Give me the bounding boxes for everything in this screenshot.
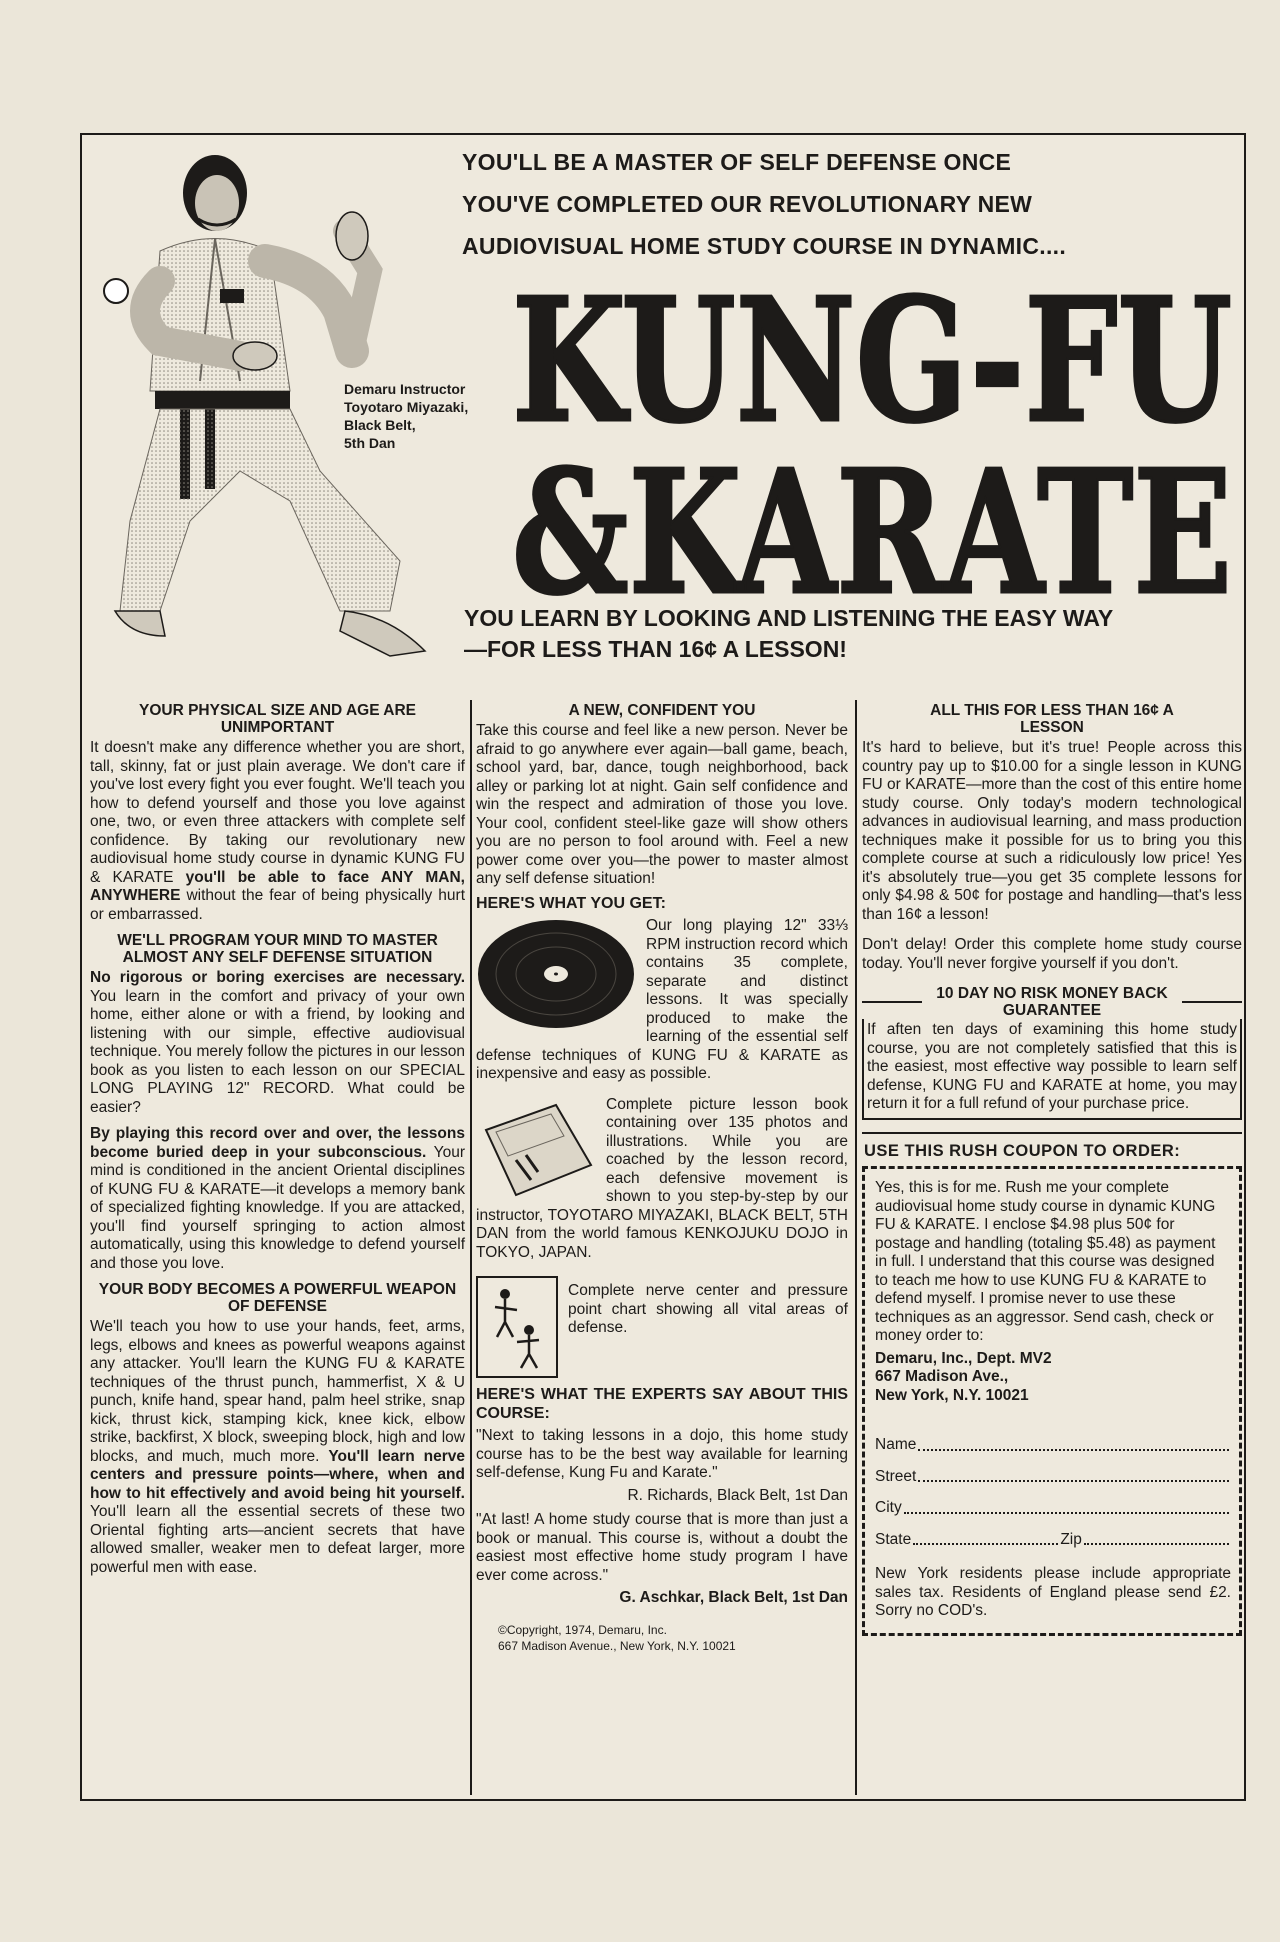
caption-line: Black Belt, <box>344 417 416 433</box>
zip-input-line[interactable] <box>1084 1543 1229 1545</box>
headline <box>462 141 1242 267</box>
testimonial: "At last! A home study course that is more than just a book or manual. This course is, without a doubt the easiest most effective home study program I have ever come across." <box>476 1511 848 1584</box>
caption-line: 5th Dan <box>344 435 396 451</box>
state-label: State <box>875 1530 912 1548</box>
city-input-line[interactable] <box>904 1512 1229 1514</box>
title-line-2: &KARATE <box>512 433 1232 600</box>
testimonial-author: R. Richards, Black Belt, 1st Dan <box>627 1486 848 1504</box>
body-paragraph: It's hard to believe, but it's true! People across this country pay up to $10.00 for a single lesson in KUNG FU or KARATE—more than the cost of this entire home study course. Only today's modern technological advances in audiovisual learning, and mass production techniques make it possible for us to bring you this complete course at such a ridiculously low price! Yes it's absolutely true—you get 35 complete lessons for only $4.98 & 50¢ for postage and handling—that's less than 16¢ a lesson! <box>862 739 1242 923</box>
testimonial: "Next to taking lessons in a dojo, this home study course has to be the best way available for learning self-defense, Kung Fu and Karate." <box>476 1427 848 1481</box>
section-title: YOUR BODY BECOMES A POWERFUL WEAPON OF DEFENSE <box>98 1281 457 1315</box>
state-input-line[interactable] <box>913 1543 1058 1545</box>
record-item <box>476 917 848 1088</box>
section-title: A NEW, CONFIDENT YOU <box>568 702 756 719</box>
pressure-chart-icon <box>476 1276 558 1378</box>
street-label: Street <box>875 1467 917 1485</box>
copyright-address: 667 Madison Avenue., New York, N.Y. 10021 <box>498 1638 736 1653</box>
section-title: WE'LL PROGRAM YOUR MIND TO MASTER ALMOST ANY SELF DEFENSE SITUATION <box>117 932 438 966</box>
guarantee-box <box>862 1019 1242 1120</box>
body-paragraph: Take this course and feel like a new person. Never be afraid to go anywhere ever again—ball game, beach, school yard, bar, dance, tough neighborhood, back alley or parking lot at night. Gain self confidence and win the respect and admiration of those you love. Your cool, confident steel-like gaze will show others you are no person to fool around with. Feel a new power come over you—the power to master almost any self defense situation! <box>476 722 848 887</box>
column-divider <box>470 700 472 1795</box>
record-description: Our long playing 12" 33⅓ RPM instruction record which contains 35 complete, separate and distinct lessons. It was specially produced to make the learning of the essential self defense techniques of KUNG FU & KARATE as inexpensive and easy as possible. <box>476 917 848 1082</box>
caption-line: Demaru Instructor <box>344 381 466 397</box>
book-description: Complete picture lesson book containing over 135 photos and illustrations. While you are coached by the lesson record, each defensive movement is shown to you step-by-step by our instructor, TOYOTARO MIYAZAKI, BLACK BELT, 5TH DAN from the world famous KENKOJUKU DOJO in TOKYO, JAPAN. <box>476 1095 848 1261</box>
street-input-line[interactable] <box>918 1480 1229 1482</box>
chart-description: Complete nerve center and pressure point chart showing all vital areas of defense. <box>568 1282 848 1336</box>
ad-frame <box>80 133 1246 1801</box>
city-label: City <box>875 1499 902 1516</box>
section-title: HERE'S WHAT YOU GET: <box>476 894 666 912</box>
rule <box>862 1001 922 1003</box>
tax-note: New York residents please include appropriate sales tax. Residents of England please send £2. Sorry no COD's. <box>875 1565 1231 1619</box>
mail-address <box>875 1350 1231 1406</box>
coupon-text: Yes, this is for me. Rush me your complete audiovisual home study course in dynamic KUNG FU & KARATE. I enclose $4.98 plus 50¢ for postage and handling (totaling $5.48) as payment in full. I understand that this course was designed to teach me how to use KUNG FU & KARATE to defend myself. I promise never to use these techniques as an aggressor. Send cash, check or money order to: <box>875 1179 1216 1344</box>
state-zip-field[interactable] <box>875 1531 1231 1550</box>
body-paragraph: Don't delay! Order this complete home study course today. You'll never forgive yourself if you don't. <box>862 936 1242 972</box>
headline-line: YOU'LL BE A MASTER OF SELF DEFENSE ONCE <box>462 149 1012 175</box>
testimonial-author: G. Aschkar, Black Belt, 1st Dan <box>619 1589 848 1606</box>
column-middle <box>476 700 848 1795</box>
name-field[interactable] <box>875 1436 1231 1455</box>
headline-line: AUDIOVISUAL HOME STUDY COURSE IN DYNAMIC.... <box>462 233 1067 259</box>
body-paragraph: We'll teach you how to use your hands, feet, arms, legs, elbows and knees as powerful weapons against any attacker. You'll learn the KUNG FU & KARATE techniques of the thrust punch, hammerfist, X & U punch, knife hand, spear hand, palm heel strike, snap kick, thrust kick, stamping kick, knee kick, elbow strike, backfirst, X block, sweeping block, high and low blocks, and much, much more. You'll learn nerve centers and pressure points—where, when and how to hit effectively and avoid being hit yourself. You'll learn all the essential secrets of these two Oriental fighting arts—ancient secrets that have allowed smaller, weaker men to defeat larger, more powerful men with ease. <box>90 1318 465 1576</box>
column-right <box>862 700 1242 1795</box>
caption-line: Toyotaro Miyazaki, <box>344 399 469 415</box>
subhead <box>464 603 1244 665</box>
body-paragraph: No rigorous or boring exercises are necessary. You learn in the comfort and privacy of your own home, either alone or with a friend, by looking and listening with our simple, effective audiovisual technique. You merely follow the pictures in our lesson book as you listen to each lesson on our SPECIAL LONG PLAYING 12" RECORD. What could be easier? <box>90 969 465 1116</box>
book-item <box>476 1096 848 1267</box>
copyright-notice <box>476 1622 848 1654</box>
section-title: YOUR PHYSICAL SIZE AND AGE ARE UNIMPORTANT <box>138 702 417 736</box>
street-field[interactable] <box>875 1468 1231 1487</box>
record-icon <box>476 917 636 1031</box>
name-input-line[interactable] <box>918 1449 1229 1451</box>
rule <box>1182 1001 1242 1003</box>
coupon-heading: USE THIS RUSH COUPON TO ORDER: <box>862 1132 1242 1167</box>
address-line: 667 Madison Ave., <box>875 1368 1009 1385</box>
section-title: ALL THIS FOR LESS THAN 16¢ A LESSON <box>930 702 1174 736</box>
instructor-caption <box>344 380 524 452</box>
copyright-line: ©Copyright, 1974, Demaru, Inc. <box>498 1622 667 1637</box>
chart-item <box>476 1274 848 1378</box>
body-paragraph: It doesn't make any difference whether you are short, tall, skinny, fat or just plain average. We don't care if you've lost every fight you ever fought. We'll teach you how to defend yourself and those you love against one, two, or even three attackers with complete self confidence. By taking our revolutionary new audiovisual home study course in dynamic KUNG FU & KARATE you'll be able to face ANY MAN, ANYWHERE without the fear of being physically hurt or embarrassed. <box>90 739 465 923</box>
lesson-book-icon <box>476 1100 596 1200</box>
subhead-line: YOU LEARN BY LOOKING AND LISTENING THE EASY WAY <box>464 605 1114 631</box>
guarantee-text: If aften ten days of examining this home study course, you are not completely satisfied that this is the easiest, most effective way possible to learn self defense, KUNG FU and KARATE at home, you may return it for a full refund of your purchase price. <box>867 1021 1237 1112</box>
column-divider <box>855 700 857 1795</box>
hero <box>82 135 1248 692</box>
name-label: Name <box>875 1436 917 1453</box>
section-title: HERE'S WHAT THE EXPERTS SAY ABOUT THIS COURSE: <box>476 1386 848 1422</box>
subhead-line: —FOR LESS THAN 16¢ A LESSON! <box>464 636 847 662</box>
zip-label: Zip <box>1060 1530 1082 1548</box>
guarantee-title-text: 10 DAY NO RISK MONEY BACK GUARANTEE <box>936 985 1168 1019</box>
body-paragraph: By playing this record over and over, the lessons become buried deep in your subconscious. Your mind is conditioned in the ancient Oriental disciplines of KUNG FU & KARATE—it develops a memory bank of specialized fighting knowledge. If you are attacked, you'll find yourself springing to action almost automatically, using this knowledge to defend yourself and those you love. <box>90 1125 465 1272</box>
kung-fu-karate-title <box>512 270 1242 600</box>
order-coupon[interactable] <box>862 1166 1242 1636</box>
guarantee-title <box>862 985 1242 1019</box>
address-line: Demaru, Inc., Dept. MV2 <box>875 1349 1052 1367</box>
column-left <box>90 700 465 1795</box>
city-field[interactable] <box>875 1499 1231 1518</box>
address-line: New York, N.Y. 10021 <box>875 1386 1029 1404</box>
title-line-1: KUNG-FU <box>512 270 1232 461</box>
headline-line: YOU'VE COMPLETED OUR REVOLUTIONARY NEW <box>462 191 1033 217</box>
